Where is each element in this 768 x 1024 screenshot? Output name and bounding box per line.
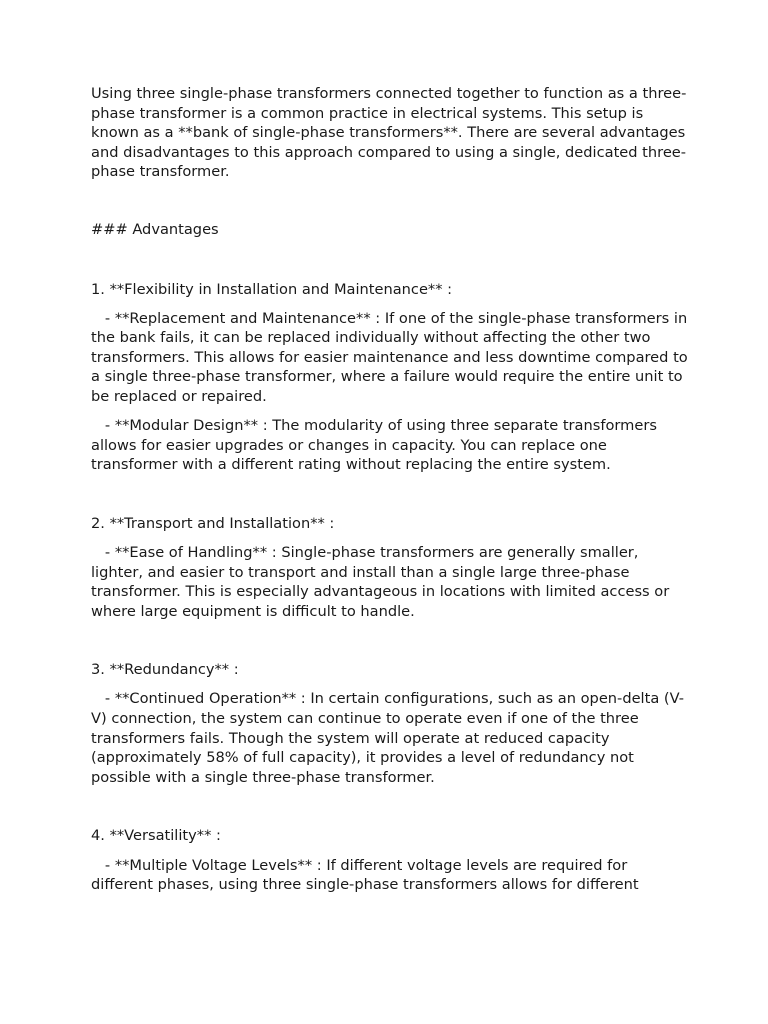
section-item: - **Ease of Handling** : Single-phase transformers are generally smaller, lighter, and easier to transport and install than a single large three-phase transformer. This is especially advantageous in locations with limited access or where large equipment is difficult to handle. bbox=[91, 544, 674, 620]
document-page bbox=[91, 84, 691, 895]
section-item: - **Continued Operation** : In certain configurations, such as an open-delta (V-V) connection, the system can continue to operate even if one of the three transformers fails. Though the system will operate at reduced capacity (approximately 58% of full capacity), it provides a level of redundancy not possible with a single three-phase transformer. bbox=[91, 690, 685, 786]
section-item: - **Multiple Voltage Levels** : If different voltage levels are required for different phases, using three single-phase transformers allows for different bbox=[91, 856, 639, 894]
section-title: 4. **Versatility** : bbox=[91, 827, 221, 845]
section-item: - **Modular Design** : The modularity of using three separate transformers allows for easier upgrades or changes in capacity. You can replace one transformer with a different rating without replacing the entire system. bbox=[91, 417, 662, 474]
section-title: 3. **Redundancy** : bbox=[91, 661, 239, 679]
advantages-heading: ### Advantages bbox=[91, 220, 219, 238]
section-title: 2. **Transport and Installation** : bbox=[91, 514, 335, 532]
section-title: 1. **Flexibility in Installation and Maintenance** : bbox=[91, 280, 453, 298]
section-item: - **Replacement and Maintenance** : If one of the single-phase transformers in the bank fails, it can be replaced individually without affecting the other two transformers. This allows for easier maintenance and less downtime compared to a single three-phase transformer, where a failure would require the entire unit to be replaced or repaired. bbox=[91, 309, 693, 406]
intro-paragraph: Using three single-phase transformers connected together to function as a three-phase transformer is a common practice in electrical systems. This setup is known as a **bank of single-phase transformers**. There are several advantages and disadvantages to this approach compared to using a single, dedicated three-phase transformer. bbox=[91, 85, 690, 181]
